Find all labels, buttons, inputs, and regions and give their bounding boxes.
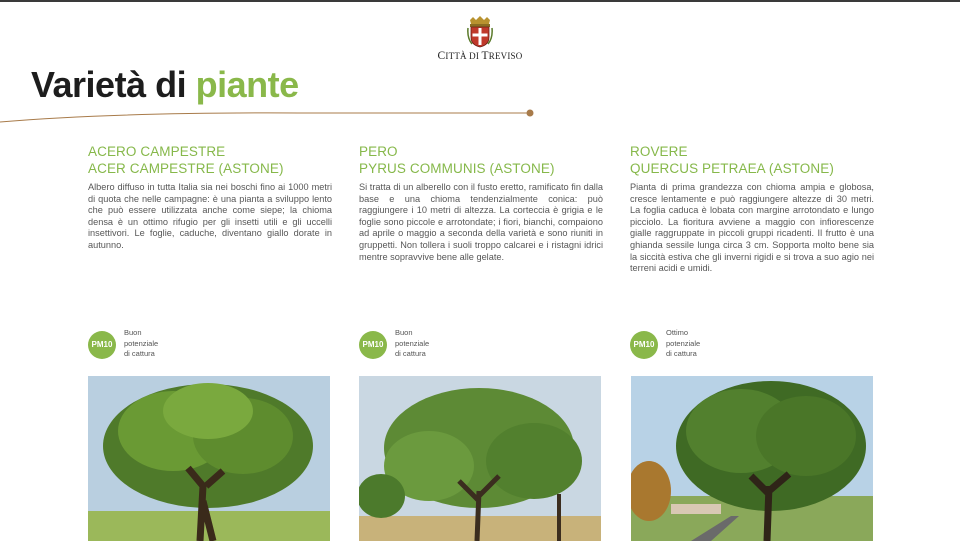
plant-latin-name: ACER CAMPESTRE (ASTONE) xyxy=(88,161,284,176)
plant-common-name: ROVERE xyxy=(630,144,688,159)
plant-card-rovere xyxy=(630,143,874,275)
pm10-rating xyxy=(359,328,479,364)
plant-card-pero xyxy=(359,143,603,263)
pm10-badge: PM10 xyxy=(630,331,658,359)
capture-potential-text: Ottimo potenziale di cattura xyxy=(666,328,701,358)
acero-tree-photo xyxy=(88,376,330,541)
top-rule xyxy=(0,0,960,2)
plant-description: Albero diffuso in tutta Italia sia nei boschi fino ai 1000 metri di quota che nelle campagne: è una pianta a sviluppo lento che può essere utilizzata anche come siepe; la chioma densa è un ottimo rifugio per gli insetti utili e gli uccelli insettivori. Le foglie, caduche, diventano giallo dorate in autunno. xyxy=(88,182,332,250)
plant-common-name: PERO xyxy=(359,144,398,159)
plant-description: Si tratta di un alberello con il fusto eretto, ramificato fin dalla base e una chioma tendenzialmente conica: può raggiungere i 10 metri di altezza. La corteccia è grigia e le foglie sono piccole e arrotondate; i fiori, bianchi, compaiono ad aprile o maggio a seconda della varietà e sono riuniti in gruppetti. Non tollera i suoli troppo calcarei e i ristagni idrici mentre sopravvive bene alle gelate. xyxy=(359,182,603,262)
city-name: CITTÀ DI TREVISO xyxy=(437,50,523,62)
capture-potential-text: Buon potenziale di cattura xyxy=(395,328,430,358)
page-title: Varietà di piante xyxy=(31,64,299,105)
plant-card-acero xyxy=(88,143,332,252)
pm10-badge: PM10 xyxy=(88,331,116,359)
pm10-rating xyxy=(88,328,208,364)
rovere-tree-photo xyxy=(631,376,873,541)
city-crest-icon xyxy=(467,16,493,48)
title-underline-curve xyxy=(0,100,540,130)
pero-tree-photo xyxy=(359,376,601,541)
pm10-rating xyxy=(630,328,750,364)
plant-description: Pianta di prima grandezza con chioma ampia e globosa, cresce lentamente e può raggiungere altezze di 30 metri. La foglia caduca è lobata con margine arrotondato e lungo picciolo. La fioritura avviene a maggio con infiorescenze gialle raggruppate in piccoli gruppi ricadenti. Il frutto è una ghianda sessile lunga circa 3 cm. Sopporta molto bene sia la siccità estiva che gli inverni rigidi e si trova a suo agio nei terreni acidi e umidi. xyxy=(630,182,874,274)
capture-potential-text: Buon potenziale di cattura xyxy=(124,328,159,358)
plant-latin-name: QUERCUS PETRAEA (ASTONE) xyxy=(630,161,834,176)
plant-latin-name: PYRUS COMMUNIS (ASTONE) xyxy=(359,161,555,176)
plant-common-name: ACERO CAMPESTRE xyxy=(88,144,226,159)
pm10-badge: PM10 xyxy=(359,331,387,359)
